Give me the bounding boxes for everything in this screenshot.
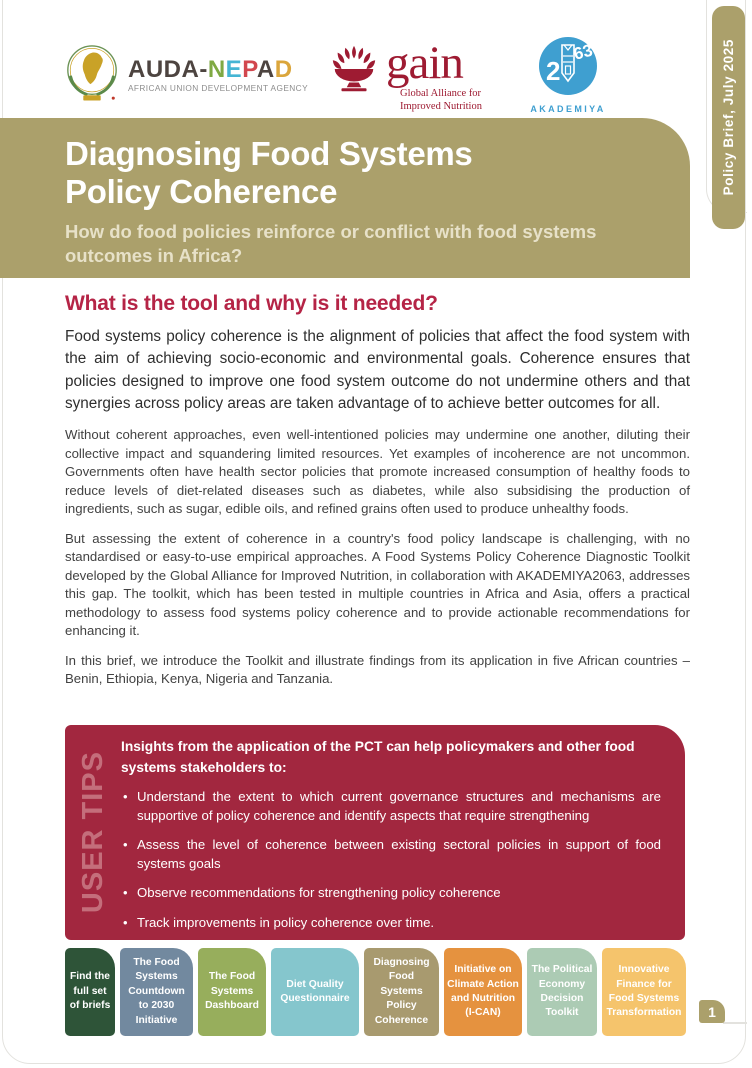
policy-brief-date-label: Policy Brief, July 2025 [721,39,736,196]
gain-tagline-line2: Improved Nutrition [400,101,482,113]
user-tips-box [65,725,685,940]
svg-text:63: 63 [571,40,595,64]
auda-nepad-emblem-icon [63,42,121,109]
user-tip-item: • Track improvements in policy coherence over time. [121,914,661,932]
related-briefs-row [65,948,685,1036]
document-title-line2: Policy Coherence [65,172,338,210]
user-tips-vertical-label-strip [65,725,121,940]
gain-grain-bowl-icon [328,42,380,99]
section-heading: What is the tool and why is it needed? [65,292,438,315]
gain-wordmark: gain [386,37,463,89]
paragraph-4: In this brief, we introduce the Toolkit and illustrate findings from its application in five African countries – Benin, Ethiopia, Kenya, Nigeria and Tanzania. [65,652,690,687]
auda-nepad-logo [63,42,308,109]
title-banner [0,118,690,278]
paragraph-3: But assessing the extent of coherence in a country's food policy landscape is challenging, with no standardised or easy-to-use empirical approaches. A Food Systems Policy Coherence Diagnostic Toolkit developed by the Global Alliance for Improved Nutrition, in collaboration with AKADEMIYA2063, addresses this gap. The toolkit, which has been tested in multiple countries in Africa and Asia, offers a practical methodology to assess food systems policy coherence and to provide actionable recommendations for enhancing it. [65,530,690,639]
auda-nepad-wordmark [128,58,308,92]
akademiya2063-mask-icon [538,40,598,100]
brief-link-innovative-finance[interactable]: Innovative Finance for Food Systems Transformation [602,948,686,1036]
document-title-line1: Diagnosing Food Systems [65,135,473,172]
akademiya2063-logo [530,36,606,114]
auda-nepad-tagline: AFRICAN UNION DEVELOPMENT AGENCY [128,83,308,94]
gain-logo [328,37,482,114]
user-tips-list [121,788,661,932]
user-tips-content [121,725,685,940]
user-tip-item: • Assess the level of coherence between existing sectoral policies in support of food systems goals [121,836,661,873]
policy-brief-date-tab [712,6,745,229]
svg-text:2: 2 [546,56,561,86]
brief-link-countdown-2030[interactable]: The Food Systems Countdown to 2030 Initiative [120,948,193,1036]
paragraph-2: Without coherent approaches, even well-intentioned policies may undermine one another, diluting their collective impact and squandering limited resources. Yet examples of incoherence are not uncommon. Governments often have health sector policies that promote increased consumption of healthy foods to reduce levels of diet-related diseases such as diabetes, while also subsidising the production of ingredients, such as sugar, edible oils, and refined grains often used to produce unhealthy foods. [65,427,690,517]
brief-link-i-can[interactable]: Initiative on Climate Action and Nutrition (I-CAN) [444,948,522,1036]
main-content [65,292,690,700]
document-subtitle: How do food policies reinforce or conflict with food systems outcomes in Africa? [65,220,597,266]
gain-tagline [386,87,482,113]
gain-tagline-line1: Global Alliance for [400,88,482,100]
brief-link-political-economy-toolkit[interactable]: The Political Economy Decision Toolkit [527,948,597,1036]
brief-link-food-systems-dashboard[interactable]: The Food Systems Dashboard [198,948,266,1036]
brief-link-diagnosing-policy-coherence[interactable]: Diagnosing Food Systems Policy Coherence [364,948,439,1036]
page-number-rule [723,1022,747,1024]
document-title [65,135,650,211]
gain-wordmark-block [386,37,482,114]
user-tip-item: • Observe recommendations for strengthening policy coherence [121,884,661,902]
page-number-badge: 1 [699,1000,725,1023]
brief-link-diet-quality-questionnaire[interactable]: Diet Quality Questionnaire [271,948,359,1036]
auda-nepad-wordmark-letters: AUDA-NEPAD [128,56,293,84]
paragraph-1: Food systems policy coherence is the alignment of policies that affect the food system with the aim of achieving socio-economic and environmental goals. Coherence ensures that policies designed to improve one food system outcome do not undermine others and that synergies across policy areas are taken advantage of to achieve better outcomes for all. [65,328,690,412]
akademiya-wordmark: AKADEMIYA [530,104,606,114]
user-tips-intro: Insights from the application of the PCT can help policymakers and other food systems stakeholders to: [121,739,635,775]
user-tip-item: • Understand the extent to which current governance structures and mechanisms are supportive of policy coherence and identify aspects that require strengthening [121,788,661,825]
user-tips-vertical-label: USER TIPS [76,751,109,914]
brief-link-find-full-set[interactable]: Find the full set of briefs [65,948,115,1036]
